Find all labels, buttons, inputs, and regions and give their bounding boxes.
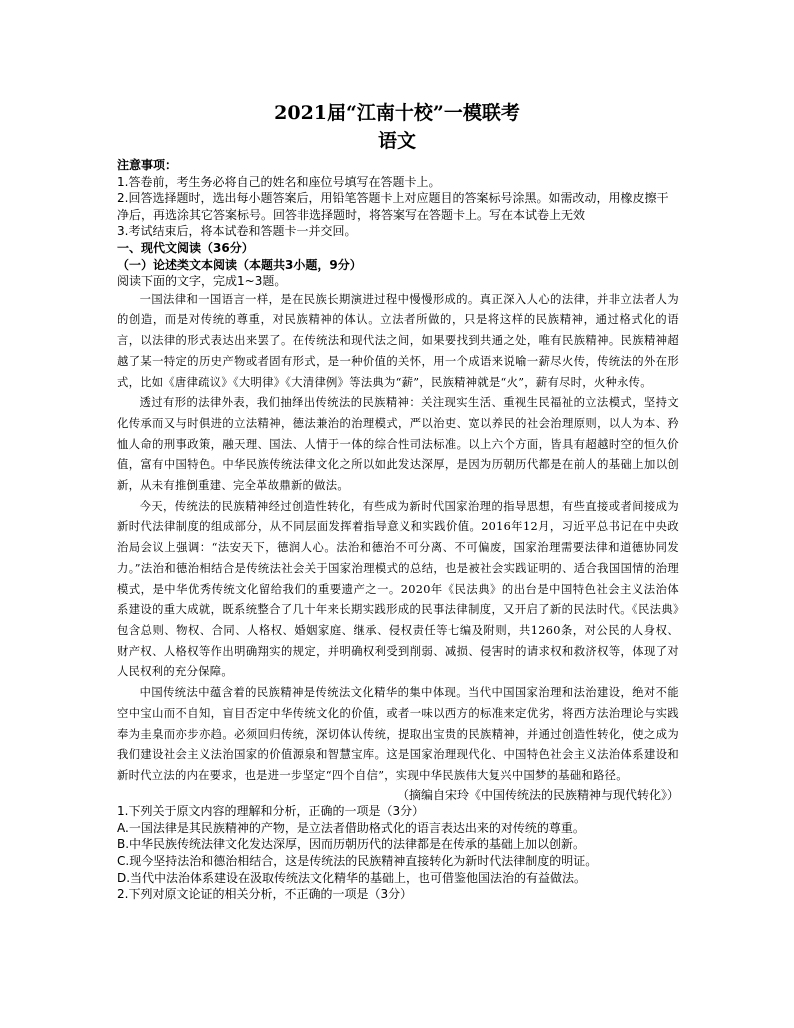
subsection-heading: （一）论述类文本阅读（本题共3小题，9分）: [117, 257, 362, 272]
question-2-stem: 2.下列对原文论证的相关分析，不正确的一项是（3分）: [117, 887, 413, 902]
notice-item-2: 2.回答选择题时，选出每小题答案后，用铅笔答题卡上对应题目的答案标号涂黑。如需改动，用橡皮擦干净后，再选涂其它答案标号。回答非选择题时，将答案写在答题卡上。写在本试卷上无效: [117, 191, 669, 222]
reading-instruction: 阅读下面的文字，完成1~3题。: [117, 274, 287, 289]
passage-paragraph-2: 透过有形的法律外表，我们抽绎出传统法的民族精神：关注现实生活、重视生民福祉的立法模式，坚持文化传承而又与时俱进的立法精神，德法兼治的治理模式，严以治吏、宽以养民的社会治理原则，以人为本、矜恤人命的刑事政策，融天理、国法、人情于一体的综合性司法标准。以上六个方面，皆具有超越时空的恒久价值，富有中国特色。中华民族传统法律文化之所以如此发达深厚，是因为历朝历代都是在前人的基础上加以创新，从未有推倒重建、完全革故鼎新的做法。: [117, 396, 679, 493]
exam-content: [117, 157, 679, 903]
passage-source: （摘编自宋玲《中国传统法的民族精神与现代转化》）: [396, 787, 679, 802]
passage-paragraph-4: 中国传统法中蕴含着的民族精神是传统法文化精华的集中体现。当代中国国家治理和法治建设，绝对不能空中宝山而不自知，盲目否定中华传统文化的价值，或者一味以西方的标准来定优劣，将西方法治理论与实践奉为圭臬而亦步亦趋。必须回归传统，深切体认传统，提取出宝贵的民族精神，并通过创造性转化，使之成为我们建设社会主义法治国家的价值源泉和智慧宝库。这是国家治理现代化、中国特色社会主义法治体系建设和新时代立法的内在要求，也是进一步坚定“四个自信”，实现中华民族伟大复兴中国梦的基础和路径。: [117, 686, 679, 782]
exam-title: 2021届“江南十校”一模联考: [274, 102, 520, 124]
question-1-option-a: A.一国法律是其民族精神的产物，是立法者借助格式化的语言表达出来的对传统的尊重。: [117, 820, 585, 835]
reading-passage: [117, 290, 679, 787]
passage-paragraph-1: 一国法律和一国语言一样，是在民族长期演进过程中慢慢形成的。真正深入人心的法律，并非立法者人为的创造，而是对传统的尊重，对民族精神的体认。立法者所做的，只是将这样的民族精神，通过格式化的语言，以法律的形式表达出来罢了。在传统法和现代法之间，如果要找到共通之处，唯有民族精神。民族精神超越了某一特定的历史产物或者固有形式，是一种价值的关怀，用一个成语来说喻一薪尽火传，传统法的外在形式，比如《唐律疏议》《大明律》《大清律例》等法典为“薪”，民族精神就是“火”，薪有尽时，火种永传。: [117, 292, 679, 389]
question-1-stem: 1.下列关于原文内容的理解和分析，正确的一项是（3分）: [117, 804, 425, 819]
passage-paragraph-3: 今天，传统法的民族精神经过创造性转化，有些成为新时代国家治理的指导思想，有些直接或者间接成为新时代法律制度的组成部分，从不同层面发挥着指导意义和实践价值。2016年12月，习近平总书记在中央政治局会议上强调：“法安天下，德润人心。法治和德治不可分离、不可偏废，国家治理需要法律和道德协同发力。”法治和德治相结合是传统法社会关于国家治理模式的总结，也是被社会实践证明的、适合我国国情的治理模式，是中华优秀传统文化留给我们的重要遗产之一。2020年《民法典》的出台是中国特色社会主义法治体系建设的重大成就，既系统整合了几十年来长期实践形成的民事法律制度，又开启了新的民法时代。《民法典》包含总则、物权、合同、人格权、婚姻家庭、继承、侵权责任等七编及附则，共1260条，对公民的人身权、财产权、人格权等作出明确翔实的规定，并明确权利受到削弱、减损、侵害时的请求权和救济权等，体现了对人民权利的充分保障。: [117, 499, 679, 679]
notice-item-1: 1.答卷前，考生务必将自己的姓名和座位号填写在答题卡上。: [117, 174, 441, 189]
section-heading: 一、现代文阅读（36分）: [117, 240, 254, 255]
notice-item-3: 3.考试结束后，将本试卷和答题卡一并交回。: [117, 224, 357, 239]
question-1-option-b: B.中华民族传统法律文化发达深厚，因而历朝历代的法律都是在传承的基础上加以创新。: [117, 837, 586, 852]
question-1-option-c: C.现今坚持法治和德治相结合，这是传统法的民族精神直接转化为新时代法律制度的明证。: [117, 854, 598, 868]
notice-heading: 注意事项：: [117, 158, 178, 172]
question-1-option-d: D.当代中法治体系建设在汲取传统法文化精华的基础上，也可借鉴他国法治的有益做法。: [117, 870, 587, 885]
exam-subject: 语文: [377, 130, 416, 152]
